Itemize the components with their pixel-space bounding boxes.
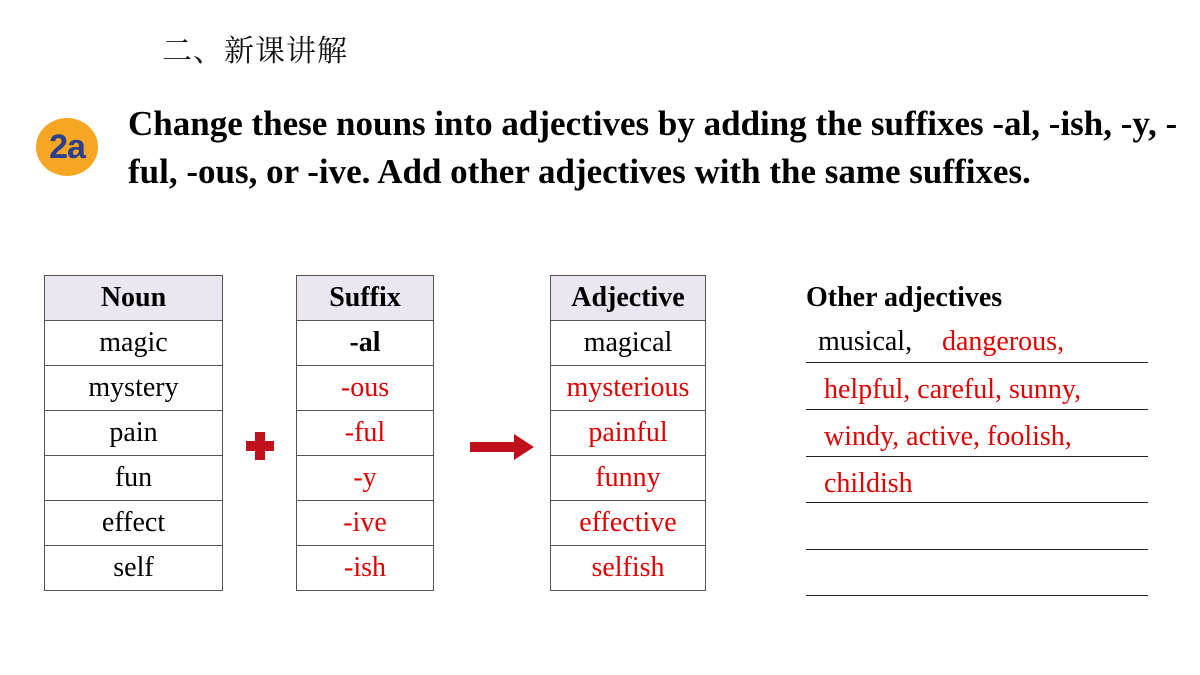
adjective-header: Adjective [551, 276, 706, 321]
noun-cell: self [45, 546, 223, 591]
answer-line [806, 409, 1148, 410]
suffix-table [296, 275, 434, 591]
instruction-text: Change these nouns into adjectives by adding the suffixes -al, -ish, -y, -ful, -ous, or -ive. Add other adjectives with the same suffixes. [128, 104, 1178, 191]
adjective-cell: selfish [551, 546, 706, 591]
other-adjectives-answer: windy, active, foolish, [824, 421, 1072, 452]
noun-header: Noun [45, 276, 223, 321]
suffix-cell: -ish [297, 546, 434, 591]
section-title: 二、新课讲解 [162, 34, 348, 69]
answer-line [806, 362, 1148, 363]
other-adjectives-answer: dangerous, [942, 326, 1065, 357]
suffix-cell: -ive [297, 501, 434, 546]
answer-line [806, 502, 1148, 503]
noun-cell: magic [45, 321, 223, 366]
adjective-cell: magical [551, 321, 706, 366]
other-adjectives-example: musical, [818, 326, 913, 357]
noun-table [44, 275, 223, 591]
other-adjectives-title: Other adjectives [806, 282, 1003, 313]
right-arrow-icon [470, 434, 534, 460]
suffix-cell: -al [297, 321, 434, 366]
adjective-cell: effective [551, 501, 706, 546]
adjective-cell: painful [551, 411, 706, 456]
adjective-cell: mysterious [551, 366, 706, 411]
suffix-cell: -ful [297, 411, 434, 456]
adjective-cell: funny [551, 456, 706, 501]
other-adjectives-answer: childish [824, 468, 913, 499]
suffix-header: Suffix [297, 276, 434, 321]
answer-line [806, 595, 1148, 596]
answer-line [806, 456, 1148, 457]
suffix-cell: -ous [297, 366, 434, 411]
other-adjectives-answer: helpful, careful, sunny, [824, 374, 1082, 405]
suffix-cell: -y [297, 456, 434, 501]
noun-cell: effect [45, 501, 223, 546]
badge-label: 2a [49, 127, 85, 166]
adjective-table [550, 275, 706, 591]
exercise-badge [36, 118, 98, 176]
answer-line [806, 549, 1148, 550]
noun-cell: mystery [45, 366, 223, 411]
noun-cell: pain [45, 411, 223, 456]
noun-cell: fun [45, 456, 223, 501]
plus-icon [244, 430, 276, 462]
